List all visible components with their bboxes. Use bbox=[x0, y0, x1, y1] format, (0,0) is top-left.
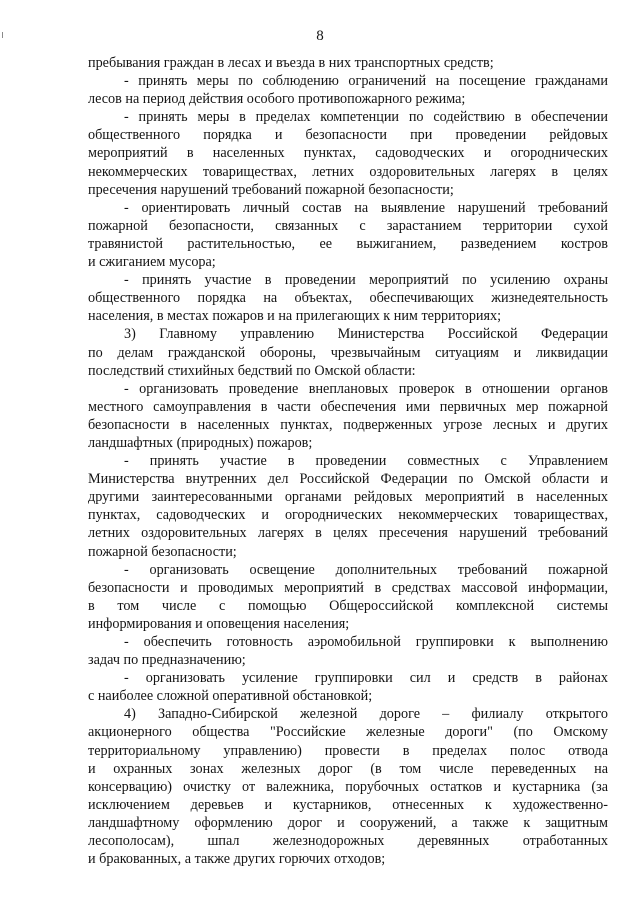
text-line: мероприятий в населенных пунктах, садоводческих и огороднических bbox=[88, 145, 608, 162]
text-line: и бракованных, а также других горючих отходов; bbox=[88, 851, 386, 868]
text-line: и охранных зонах железных дорог (в том числе переведенных на bbox=[88, 760, 608, 777]
text-line: - организовать проведение внеплановых проверок в отношении органов bbox=[124, 380, 608, 397]
text-line: в том числе с помощью Общероссийской комплексной системы bbox=[88, 597, 608, 614]
text-line: по делам гражданской обороны, чрезвычайным ситуациям и ликвидации bbox=[88, 344, 608, 361]
text-line: ландшафтных (природных) пожаров; bbox=[88, 434, 313, 451]
text-line: - организовать освещение дополнительных требований пожарной bbox=[124, 561, 608, 578]
text-line: информирования и оповещения населения; bbox=[88, 615, 350, 632]
text-line: последствий стихийных бедствий по Омской области: bbox=[88, 362, 416, 379]
text-line: 3) Главному управлению Министерства Российской Федерации bbox=[124, 326, 608, 343]
text-line: травянистой растительностью, ее выжиганием, разведением костров bbox=[88, 235, 608, 252]
text-line: общественного порядка на объектах, обеспечивающих жизнедеятельность bbox=[88, 290, 608, 307]
text-line: пожарной безопасности; bbox=[88, 543, 237, 560]
text-line: территориальному управлению) провести в пределах полос отвода bbox=[88, 742, 608, 759]
text-line: лесов на период действия особого противопожарного режима; bbox=[88, 91, 466, 108]
text-line: Министерства внутренних дел Российской Федерации по Омской области и bbox=[88, 471, 608, 488]
text-line: - ориентировать личный состав на выявление нарушений требований bbox=[124, 199, 608, 216]
page-number: 8 bbox=[316, 28, 324, 44]
text-line: ландшафтному оформлению дорог и сооружений, а также к защитным bbox=[88, 814, 608, 831]
text-line: безопасности и проводимых мероприятий в средствах массовой информации, bbox=[88, 579, 608, 596]
text-line: акционерного общества "Российские железные дороги" (по Омскому bbox=[88, 724, 608, 741]
text-line: пребывания граждан в лесах и въезда в них транспортных средств; bbox=[88, 55, 494, 71]
text-line: - обеспечить готовность аэромобильной группировки к выполнению bbox=[124, 634, 608, 650]
text-line: некоммерческих товариществах, летних оздоровительных лагерях в целях bbox=[88, 163, 608, 180]
text-line: пожарной безопасности, связанных с зарастанием территории сухой bbox=[88, 217, 608, 234]
text-line: пресечения нарушений требований пожарной безопасности; bbox=[88, 181, 454, 198]
text-line: пунктах, садоводческих и огороднических некоммерческих товариществах, bbox=[88, 507, 608, 524]
text-line: - принять участие в проведении совместных с Управлением bbox=[124, 453, 608, 470]
text-line: - принять участие в проведении мероприятий по усилению охраны bbox=[124, 272, 608, 289]
text-line: с наиболее сложной оперативной обстановкой; bbox=[88, 688, 373, 705]
text-line: населения, в местах пожаров и на прилегающих к ним территориях; bbox=[88, 308, 502, 325]
text-line: консервацию) очистку от валежника, порубочных остатков и кустарника (за bbox=[88, 778, 608, 795]
text-line: и сжиганием мусора; bbox=[88, 254, 216, 271]
text-line: - принять меры в пределах компетенции по содействию в обеспечении bbox=[124, 109, 608, 126]
text-line: - принять меры по соблюдению ограничений на посещение гражданами bbox=[124, 73, 608, 90]
text-line: другими заинтересованными органами рейдовых мероприятий в населенных bbox=[88, 489, 608, 506]
text-line: 4) Западно-Сибирской железной дороге – филиалу открытого bbox=[124, 706, 608, 723]
text-line: безопасности в населенных пунктах, подверженных угрозе лесных и других bbox=[88, 416, 608, 433]
text-line: лесополосам), шпал железнодорожных деревянных отработанных bbox=[88, 833, 608, 850]
text-line: летних оздоровительных лагерях в целях пресечения нарушений требований bbox=[88, 525, 608, 542]
text-line: задач по предназначению; bbox=[88, 652, 246, 669]
text-line: исключением деревьев и кустарников, отнесенных к художественно- bbox=[88, 796, 608, 813]
document-body bbox=[88, 54, 608, 868]
text-line: - организовать усиление группировки сил и средств в районах bbox=[124, 670, 608, 687]
text-line: местного самоуправления в части обеспечения ими первичных мер пожарной bbox=[88, 398, 608, 415]
text-line: общественного порядка и безопасности при проведении рейдовых bbox=[88, 127, 608, 144]
